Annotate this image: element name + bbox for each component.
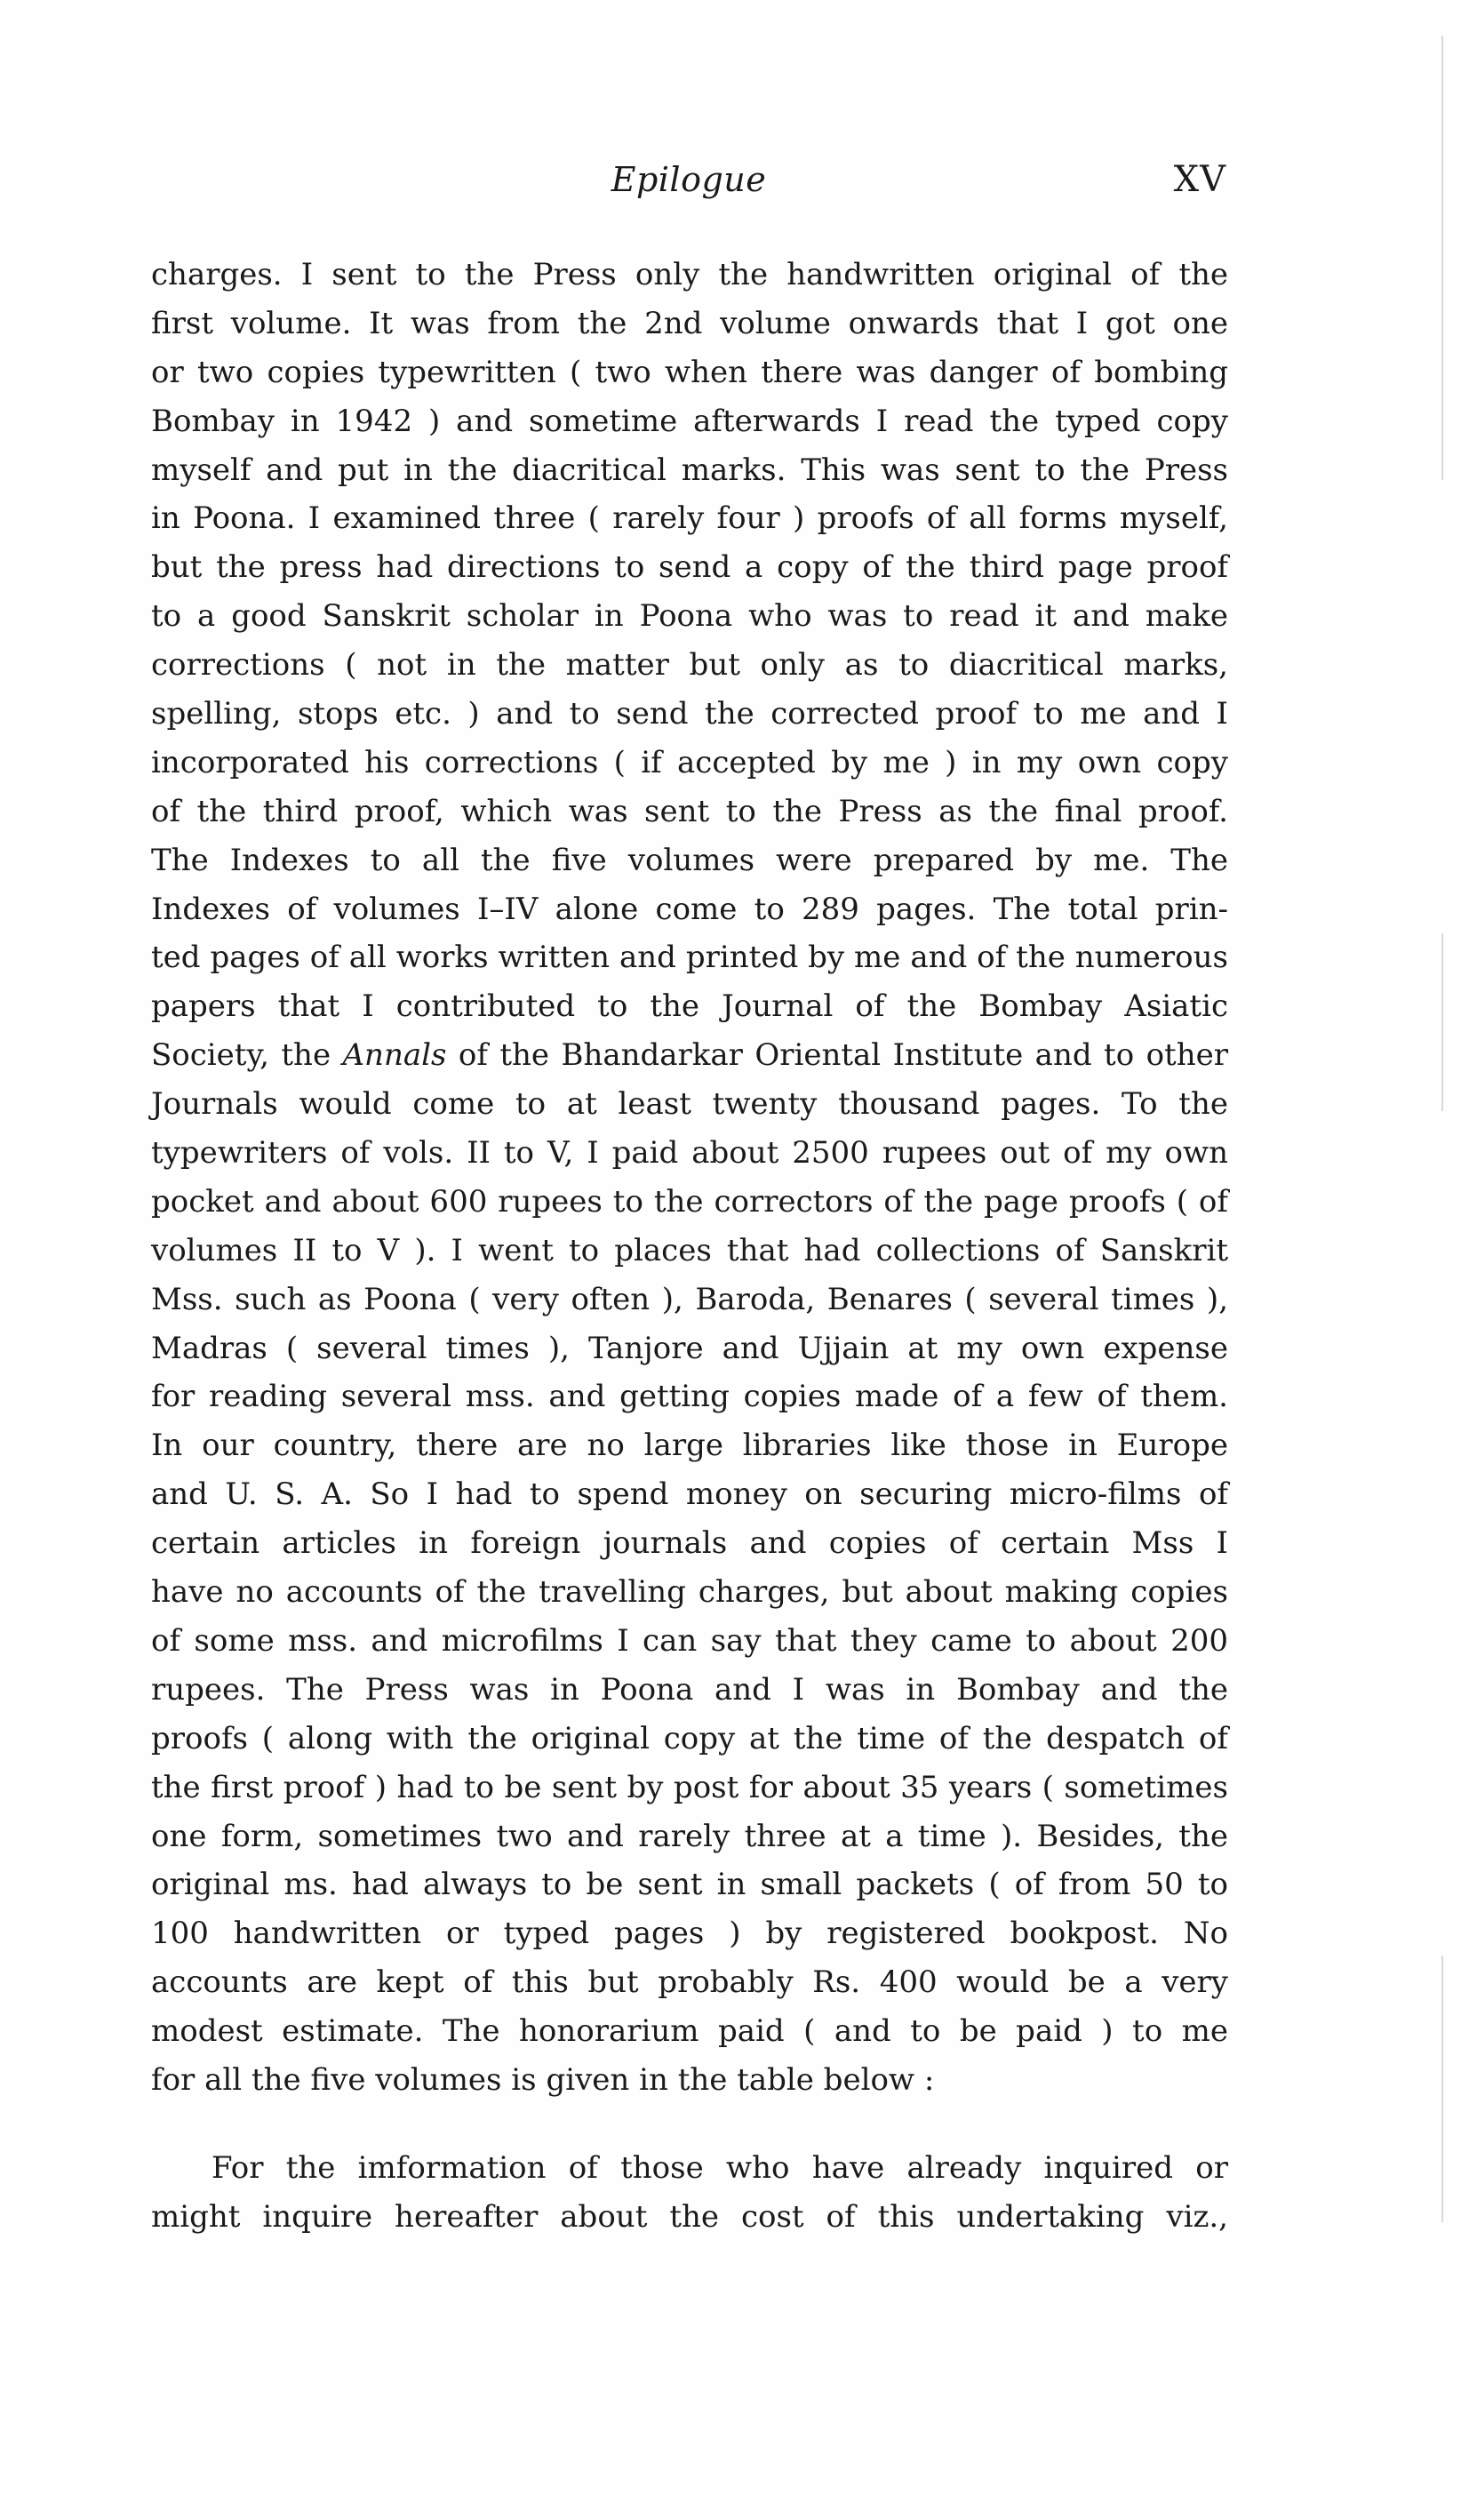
- text-line: papers that I contributed to the Journal of the Bombay Asiatic: [151, 988, 1228, 1025]
- text-line: have no accounts of the travelling charges, but about making copies: [151, 1574, 1228, 1611]
- text-line: first volume. It was from the 2nd volume onwards that I got one: [151, 305, 1228, 341]
- text-line: accounts are kept of this but probably Rs. 400 would be a very: [151, 1964, 1228, 2001]
- paragraph-gap: [151, 2105, 1228, 2144]
- text-line: to a good Sanskrit scholar in Poona who was to read it and make: [151, 598, 1228, 635]
- text-line: Journals would come to at least twenty thousand pages. To the: [151, 1086, 1228, 1123]
- text-line: might inquire hereafter about the cost of this undertaking viz.,: [151, 2198, 1228, 2235]
- text-line: pocket and about 600 rupees to the correctors of the page proofs ( of: [151, 1183, 1228, 1220]
- running-title: Epilogue: [611, 160, 767, 199]
- paragraph-2: [151, 2144, 1228, 2242]
- text-line: of the third proof, which was sent to the Press as the final proof.: [151, 793, 1228, 829]
- text-line: Mss. such as Poona ( very often ), Baroda, Benares ( several times ),: [151, 1281, 1228, 1317]
- text-line: ted pages of all works written and printed by me and of the numerous: [151, 940, 1228, 976]
- text-line: in Poona. I examined three ( rarely four ) proofs of all forms myself,: [151, 500, 1228, 537]
- text-line: proofs ( along with the original copy at the time of the despatch of: [151, 1720, 1228, 1756]
- body-text: [151, 251, 1228, 2242]
- text-line: one form, sometimes two and rarely three at a time ). Besides, the: [151, 1818, 1228, 1854]
- paragraph-1: [151, 251, 1228, 2105]
- page-header: [151, 158, 1226, 212]
- text-line: For the imformation of those who have already inquired or: [212, 2149, 1228, 2186]
- text-line: for all the five volumes is given in the table below :: [151, 2061, 935, 2098]
- text-line: In our country, there are no large libraries like those in Europe: [151, 1428, 1228, 1464]
- scan-edge-line: [1441, 36, 1443, 480]
- text-line: 100 handwritten or typed pages ) by registered bookpost. No: [151, 1916, 1228, 1952]
- scan-edge-line: [1441, 1956, 1443, 2222]
- text-line: charges. I sent to the Press only the handwritten original of the: [151, 257, 1228, 292]
- text-line: spelling, stops etc. ) and to send the corrected proof to me and I: [151, 696, 1228, 732]
- text-line: corrections ( not in the matter but only as to diacritical marks,: [151, 647, 1228, 684]
- text-line: volumes II to V ). I went to places that had collections of Sanskrit: [151, 1232, 1228, 1268]
- text-line: rupees. The Press was in Poona and I was in Bombay and the: [151, 1671, 1228, 1708]
- text-line: Madras ( several times ), Tanjore and Ujjain at my own expense: [151, 1330, 1228, 1366]
- text-line: Indexes of volumes I–IV alone come to 289 pages. The total prin-: [151, 891, 1228, 927]
- text-line: but the press had directions to send a copy of the third page proof: [151, 549, 1228, 586]
- page-number: XV: [1173, 159, 1226, 200]
- journal-title: Annals: [342, 1037, 447, 1074]
- text-line: typewriters of vols. II to V, I paid about 2500 rupees out of my own: [151, 1135, 1228, 1172]
- text-line: incorporated his corrections ( if accepted by me ) in my own copy: [151, 744, 1228, 780]
- text-line: and U. S. A. So I had to spend money on securing micro-films of: [151, 1476, 1228, 1513]
- text-line: modest estimate. The honorarium paid ( and to be paid ) to me: [151, 2013, 1228, 2050]
- scan-edge-line: [1441, 933, 1443, 1111]
- text-line: The Indexes to all the five volumes were prepared by me. The: [151, 842, 1228, 878]
- text-line: of some mss. and microfilms I can say that they came to about 200: [151, 1622, 1228, 1659]
- text-line: myself and put in the diacritical marks. This was sent to the Press: [151, 452, 1228, 488]
- text-line: the first proof ) had to be sent by post for about 35 years ( sometimes: [151, 1769, 1228, 1805]
- text-line: Society, the Annals of the Bhandarkar Oriental Institute and to other: [151, 1037, 1228, 1074]
- text-line: for reading several mss. and getting copies made of a few of them.: [151, 1379, 1228, 1415]
- text-line: or two copies typewritten ( two when there was danger of bombing: [151, 354, 1228, 390]
- text-line: original ms. had always to be sent in small packets ( of from 50 to: [151, 1867, 1228, 1903]
- text-line: Bombay in 1942 ) and sometime afterwards I read the typed copy: [151, 403, 1228, 439]
- text-line: certain articles in foreign journals and copies of certain Mss I: [151, 1525, 1228, 1562]
